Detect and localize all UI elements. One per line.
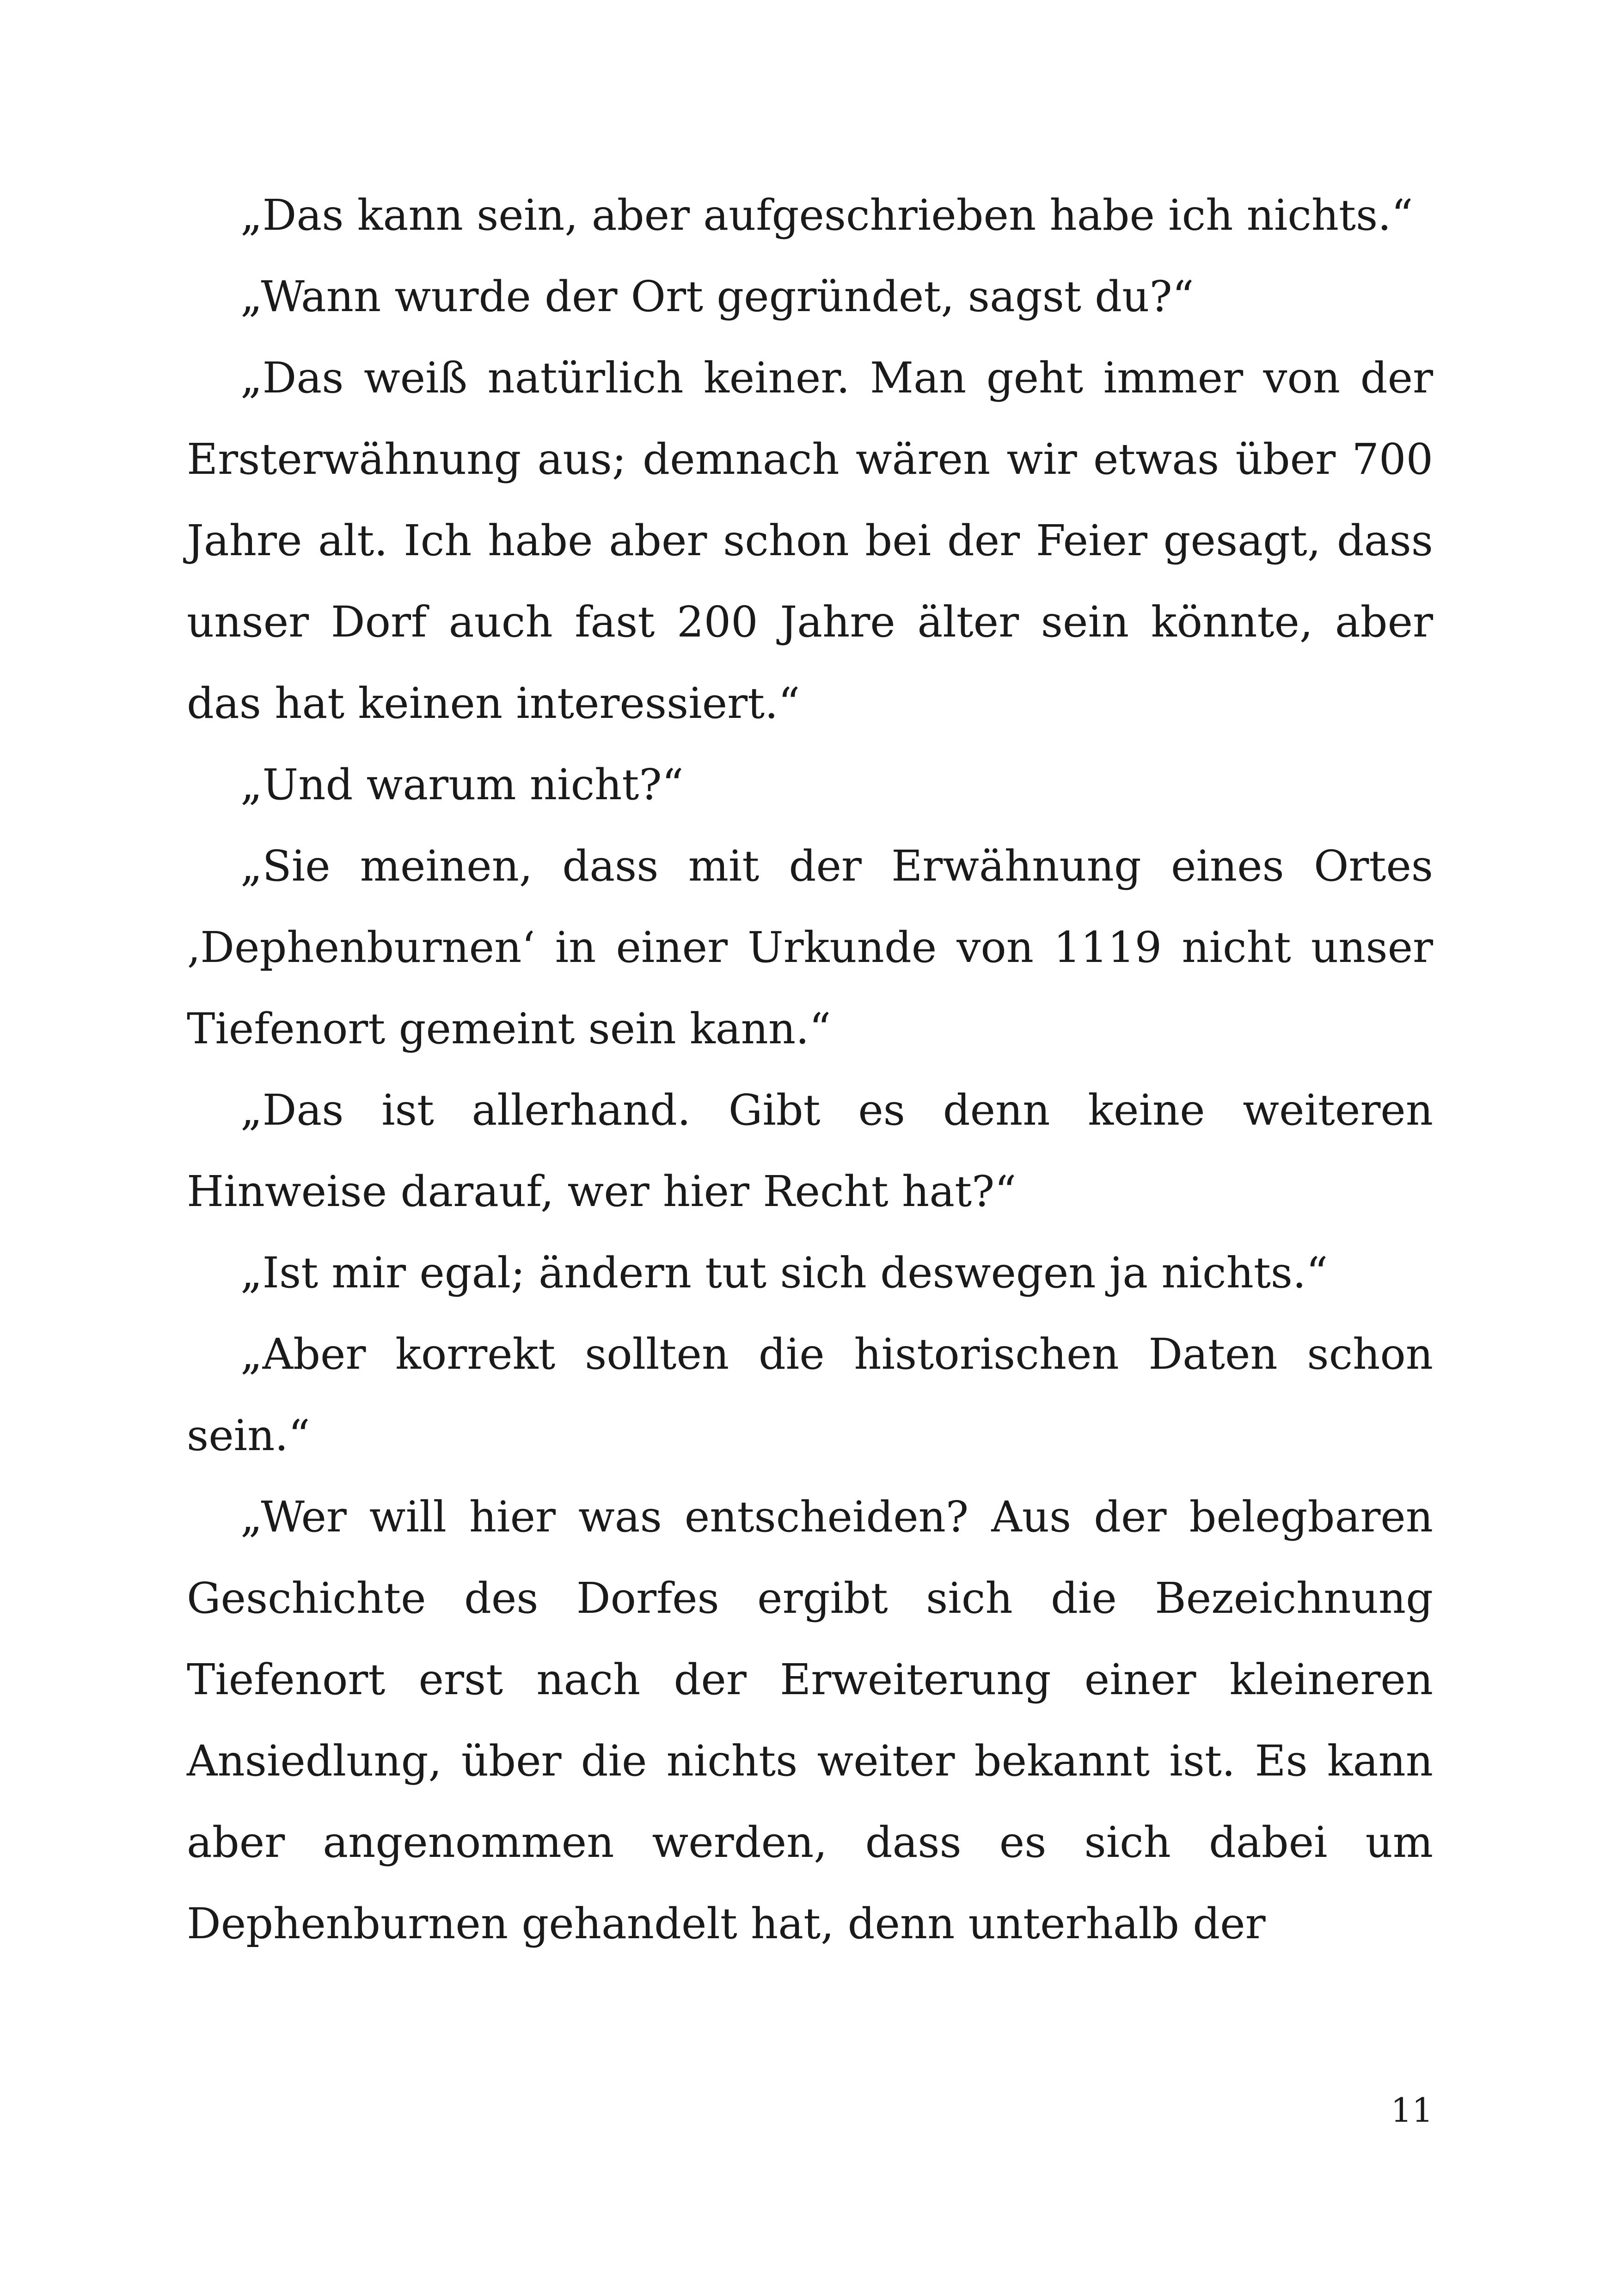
paragraph-2: „Wann wurde der Ort gegründet, sagst du?“ (240, 272, 1194, 321)
paragraph-4: „Und warum nicht?“ (240, 760, 684, 809)
paragraph-7: „Ist mir egal; ändern tut sich deswegen ja nichts.“ (240, 1248, 1328, 1298)
paragraph-3: „Das weiß natürlich keiner. Man geht immer von der Ersterwähnung aus; demnach wären wir etwas über 700 Jahre alt. Ich habe aber schon bei der Feier gesagt, dass unser Dorf auch fast 200 Jahre älter sein könnte, aber das hat keinen interessiert.“ (187, 353, 1433, 728)
paragraph-5: „Sie meinen, dass mit der Erwähnung eines Ortes ‚Dephenburnen‘ in einer Urkunde von 1119 nicht unser Tiefenort gemeint sein kann.“ (187, 841, 1433, 1053)
paragraph-8: „Aber korrekt sollten die historischen Daten schon sein.“ (187, 1329, 1433, 1460)
body-text (187, 175, 1433, 1965)
paragraph-6: „Das ist allerhand. Gibt es denn keine weiteren Hinweise darauf, wer hier Recht hat?“ (187, 1085, 1433, 1216)
page-number: 11 (1391, 2091, 1433, 2130)
paragraph-9: „Wer will hier was entscheiden? Aus der belegbaren Geschichte des Dorfes ergibt sich die Bezeichnung Tiefenort erst nach der Erweiterung einer kleineren Ansiedlung, über die nichts weiter bekannt ist. Es kann aber angenommen werden, dass es sich dabei um Dephenburnen gehandelt hat, denn unterhalb der (187, 1492, 1433, 1948)
paragraph-1: „Das kann sein, aber aufgeschrieben habe ich nichts.“ (240, 190, 1413, 240)
